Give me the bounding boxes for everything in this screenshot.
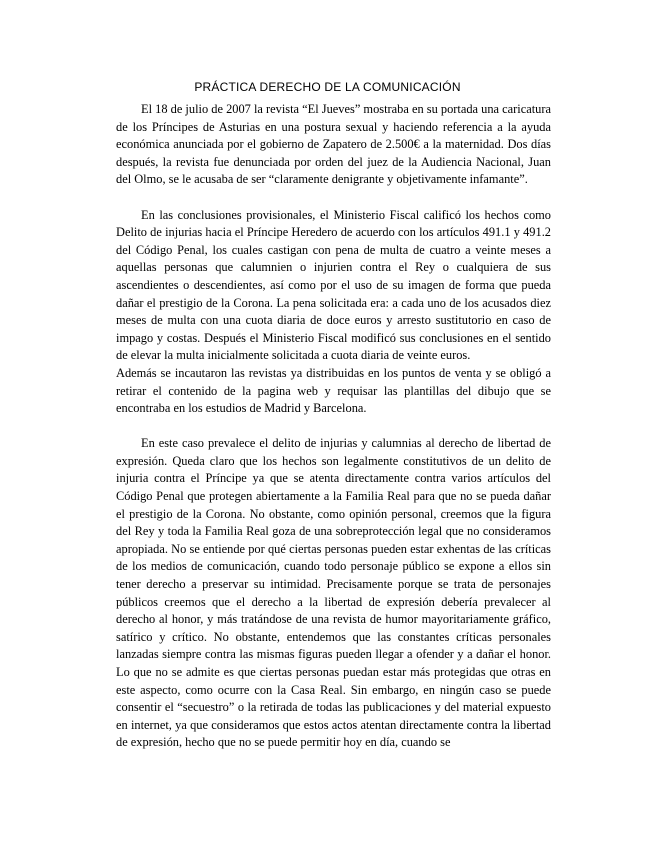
- paragraph-spacer: [116, 418, 551, 436]
- paragraph-case-summary: El 18 de julio de 2007 la revista “El Jueves” mostraba en su portada una caricatura de los Príncipes de Asturias en una postura sexual y haciendo referencia a la ayuda económica anunciada por el gobierno de Zapatero de 2.500€ a la maternidad. Dos días después, la revista fue denunciada por orden del juez de la Audiencia Nacional, Juan del Olmo, se le acusaba de ser “claramente denigrante y objetivamente infamante”.: [116, 102, 551, 187]
- paragraph-opinion: En este caso prevalece el delito de injurias y calumnias al derecho de libertad de expresión. Queda claro que los hechos son legalmente constitutivos de un delito de injuria contra el Príncipe ya que se atenta directamente contra varios artículos del Código Penal que protegen abiertamente a la Familia Real para que no se pueda dañar el prestigio de la Corona. No obstante, como opinión personal, creemos que la figura del Rey y toda la Familia Real goza de una sobreprotección legal que no consideramos apropiada. No se entiende por qué ciertas personas pueden estar exhentas de las críticas de los medios de comunicación, cuando todo personaje público se expone a ellos sin tener derecho a preservar su intimidad. Precisamente porque se trata de personajes públicos creemos que el derecho a la libertad de expresión debería prevalecer al derecho al honor, y más tratándose de una revista de humor mayoritariamente gráfico, satírico y crítico. No obstante, entendemos que las constantes críticas personales lanzadas siempre contra las mismas figuras pueden llegar a ofender y a dañar el honor. Lo que no se admite es que ciertas personas puedan estar más protegidas que otras en este aspecto, como ocurre con la Casa Real. Sin embargo, en ningún caso se puede consentir el “secuestro” o la retirada de todas las publicaciones y del material expuesto en internet, ya que consideramos que estos actos atentan directamente contra la libertad de expresión, hecho que no se puede permitir hoy en día, cuando se: [116, 436, 551, 750]
- paragraph-spacer: [116, 189, 551, 207]
- paragraph-fiscal-conclusions: En las conclusiones provisionales, el Ministerio Fiscal calificó los hechos como Delito de injurias hacia el Príncipe Heredero de acuerdo con los artículos 491.1 y 491.2 del Código Penal, los cuales castigan con pena de multa de cuatro a veinte meses a aquellas personas que calumnien o injurien contra el Rey o cualquiera de sus ascendientes o descendientes, así como por el uso de su imagen de forma que pueda dañar el prestigio de la Corona. La pena solicitada era: a cada uno de los acusados diez meses de multa con una cuota diaria de doce euros y arresto sustitutorio en caso de impago y costas. Después el Ministerio Fiscal modificó sus conclusiones en el sentido de elevar la multa inicialmente solicitada a cuota diaria de veinte euros.: [116, 207, 551, 363]
- paragraph-seizure: Además se incautaron las revistas ya distribuidas en los puntos de venta y se obligó a retirar el contenido de la pagina web y requisar las plantillas del dibujo que se encontraba en los estudios de Madrid y Barcelona.: [116, 365, 551, 416]
- document-title: PRÁCTICA DERECHO DE LA COMUNICACIÓN: [194, 80, 461, 94]
- document-body: [116, 101, 551, 752]
